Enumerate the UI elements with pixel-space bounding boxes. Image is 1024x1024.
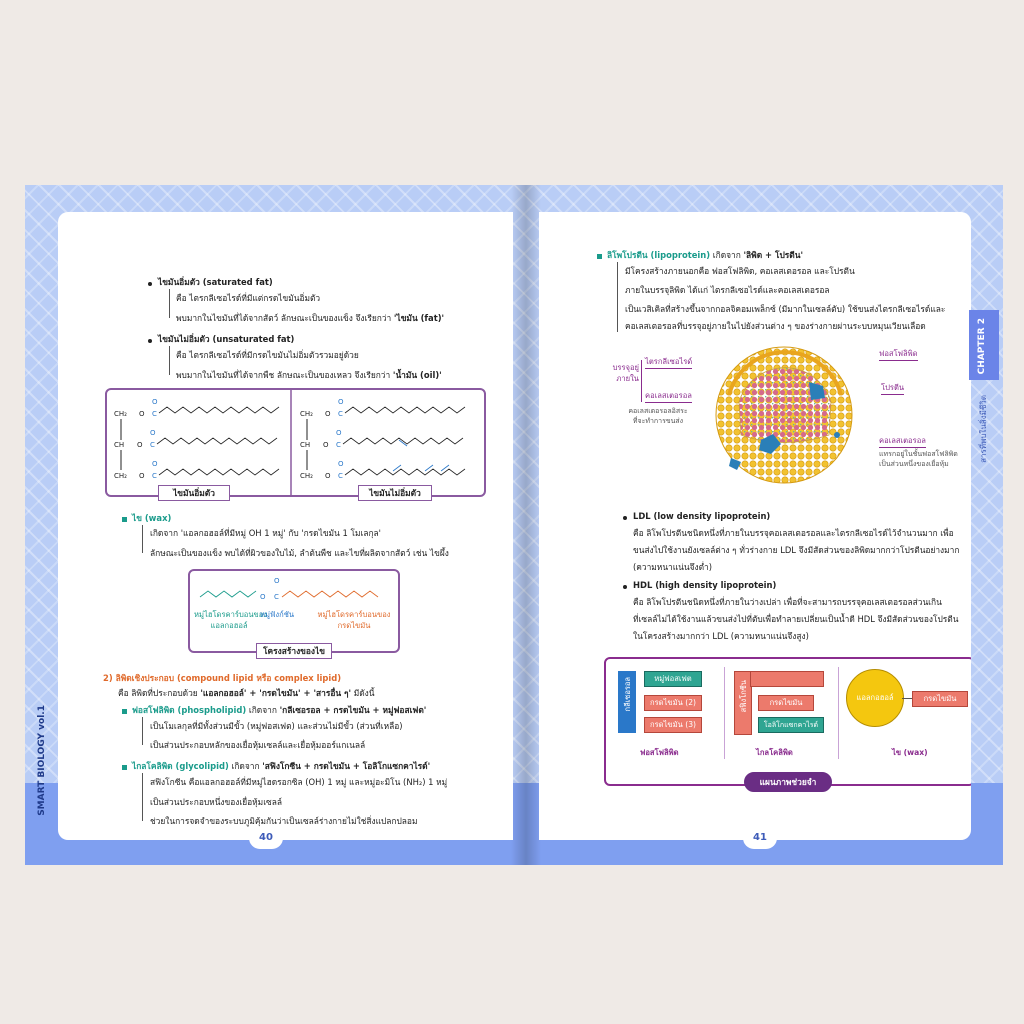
svg-text:O: O bbox=[325, 410, 331, 418]
saturated-caption: ไขมันอิ่มตัว bbox=[158, 485, 230, 501]
tree-line bbox=[142, 773, 143, 821]
oligosaccharide-block: โอลิโกแซกคาไรด์ bbox=[758, 717, 824, 733]
glycolipid-chart-label: ไกลโคลิพิด bbox=[756, 748, 793, 757]
glycolipid-title: ไกลโคลิพิด (glycolipid) เกิดจาก 'สฟิงโกซีน + กรดไขมัน + โอลิโกแซกคาไรด์' bbox=[132, 761, 431, 771]
svg-text:CH: CH bbox=[300, 441, 311, 449]
wax-chart-label: ไข (wax) bbox=[892, 748, 928, 757]
lipoprotein-line2: ภายในบรรจุลิพิด ได้แก่ ไตรกลีเซอไรด์และคอเลสเตอรอล bbox=[625, 285, 830, 295]
tree-line bbox=[169, 346, 170, 375]
ldl-line3: (ความหนาแน่นจึงต่ำ) bbox=[633, 562, 712, 572]
phospholipid-title: ฟอสโฟลิพิด (phospholipid) เกิดจาก 'กลีเซอรอล + กรดไขมัน + หมู่ฟอสเฟต' bbox=[132, 705, 427, 715]
svg-text:C: C bbox=[338, 472, 343, 480]
wax-molecule bbox=[190, 571, 398, 611]
alcohol-circle: แอลกอฮอล์ bbox=[846, 669, 904, 727]
tree-line bbox=[142, 525, 143, 553]
lipoprotein-line3: เป็นเวสิเคิลที่สร้างขึ้นจากกอลจิคอมเพล็กซ์ (มีมากในเซลล์ตับ) ใช้ขนส่งไตรกลีเซอไรด์และ bbox=[625, 304, 946, 314]
hdl-line1: คือ ลิโพโปรตีนชนิดหนึ่งที่ภายในว่างเปล่า เพื่อที่จะสามารถบรรจุคอเลสเตอรอลส่วนเกิน bbox=[633, 597, 942, 607]
svg-text:O: O bbox=[150, 429, 156, 437]
unsaturated-line2: พบมากในไขมันที่ได้จากพืช ลักษณะเป็นของเหลว จึงเรียกว่า 'น้ำมัน (oil)' bbox=[176, 370, 442, 380]
protein-label: โปรตีน bbox=[881, 382, 904, 395]
bullet bbox=[623, 516, 627, 520]
triglyceride-structures bbox=[107, 390, 484, 495]
fatty-acid-2-block: กรดไขมัน (2) bbox=[644, 695, 702, 711]
glycolipid-line2: เป็นส่วนประกอบหนึ่งของเยื่อหุ้มเซลล์ bbox=[150, 797, 283, 807]
tree-line bbox=[169, 289, 170, 318]
ldl-line2: ขนส่งไปใช้งานยังเซลล์ต่าง ๆ ทั่วร่างกาย LDL จึงมีสัดส่วนของลิพิดมากกว่าโปรตีนอย่างมาก bbox=[633, 545, 960, 555]
phospholipid-label: ฟอสโฟลิพิด bbox=[879, 348, 918, 361]
wax-structure-figure bbox=[188, 569, 400, 653]
connector bbox=[902, 698, 912, 699]
teal-bullet bbox=[597, 254, 602, 259]
svg-text:O: O bbox=[260, 593, 266, 601]
svg-text:O: O bbox=[152, 398, 158, 406]
svg-text:C: C bbox=[274, 593, 279, 601]
teal-bullet bbox=[122, 765, 127, 770]
wax-line1: เกิดจาก 'แอลกอฮอล์ที่มีหมู่ OH 1 หมู่' กับ 'กรดไขมัน 1 โมเลกุล' bbox=[150, 528, 381, 538]
compound-intro: คือ ลิพิดที่ประกอบด้วย 'แอลกอฮอล์' + 'กรดไขมัน' + 'สารอื่น ๆ' มีดังนี้ bbox=[118, 688, 375, 698]
sphingosine-block: สฟิงโกซีน bbox=[734, 671, 752, 735]
left-page bbox=[58, 212, 513, 840]
unsaturated-caption: ไขมันไม่อิ่มตัว bbox=[358, 485, 432, 501]
svg-text:O: O bbox=[274, 577, 280, 585]
saturated-line1: คือ ไตรกลีเซอไรด์ที่มีแต่กรดไขมันอิ่มตัว bbox=[176, 293, 321, 303]
wax-caption: โครงสร้างของไข bbox=[256, 643, 332, 659]
bullet bbox=[148, 339, 152, 343]
sphingosine-tail bbox=[750, 671, 824, 687]
divider bbox=[838, 667, 839, 759]
svg-text:CH₂: CH₂ bbox=[114, 472, 127, 480]
svg-text:C: C bbox=[150, 441, 155, 449]
glycolipid-line1: สฟิงโกซีน คือแอลกอฮอล์ที่มีหมู่ไฮดรอกซิล (OH) 1 หมู่ และหมู่อะมิโน (NH₂) 1 หมู่ bbox=[150, 777, 448, 787]
bracket bbox=[641, 360, 642, 402]
teal-bullet bbox=[122, 517, 127, 522]
bullet bbox=[623, 585, 627, 589]
hdl-line3: ในโครงสร้างมากกว่า LDL (ความหนาแน่นจึงสูง) bbox=[633, 631, 809, 641]
glyco-fatty-acid-block: กรดไขมัน bbox=[758, 695, 814, 711]
lipoprotein-title: ลิโพโปรตีน (lipoprotein) เกิดจาก 'ลิพิด + โปรตีน' bbox=[607, 250, 804, 260]
teal-bullet bbox=[122, 709, 127, 714]
ldl-line1: คือ ลิโพโปรตีนชนิดหนึ่งที่ภายในบรรจุคอเลสเตอรอลและไตรกลีเซอไรด์ไว้จำนวนมาก เพื่อ bbox=[633, 528, 954, 538]
fatty-acid-3-block: กรดไขมัน (3) bbox=[644, 717, 702, 733]
phosphate-block: หมู่ฟอสเฟต bbox=[644, 671, 702, 687]
chapter-tab[interactable] bbox=[969, 310, 999, 380]
tree-line bbox=[617, 262, 618, 332]
memory-chart bbox=[604, 657, 971, 786]
page-number-right: 41 bbox=[743, 827, 777, 849]
wax-alcohol-label: หมู่ไฮโดรคาร์บอนของ แอลกอฮอล์ bbox=[194, 610, 268, 630]
page-number-left: 40 bbox=[249, 827, 283, 849]
unsaturated-triglyceride bbox=[300, 398, 465, 480]
unsaturated-title: ไขมันไม่อิ่มตัว (unsaturated fat) bbox=[158, 334, 295, 344]
chapter-tab-label: CHAPTER 2 bbox=[977, 318, 987, 375]
wax-fatty-acid-block: กรดไขมัน bbox=[912, 691, 968, 707]
svg-text:C: C bbox=[338, 410, 343, 418]
wax-acid-label: หมู่ไฮโดรคาร์บอนของ กรดไขมัน bbox=[317, 610, 391, 630]
svg-text:O: O bbox=[338, 398, 344, 406]
ldl-title: LDL (low density lipoprotein) bbox=[633, 511, 771, 521]
cholesterol-inside-label: คอเลสเตอรอล bbox=[645, 390, 692, 403]
diagram-inside-label: บรรจุอยู่ ภายใน bbox=[612, 363, 639, 383]
wax-ester-label: หมู่ฟังก์ชัน bbox=[260, 610, 295, 619]
svg-text:O: O bbox=[325, 472, 331, 480]
svg-text:O: O bbox=[323, 441, 329, 449]
wax-title: ไข (wax) bbox=[132, 513, 172, 523]
svg-text:O: O bbox=[152, 460, 158, 468]
lipoprotein-illustration bbox=[709, 340, 859, 490]
compound-heading: 2) ลิพิดเชิงประกอบ (compound lipid หรือ complex lipid) bbox=[103, 673, 342, 683]
bullet bbox=[148, 282, 152, 286]
lipoprotein-line1: มีโครงสร้างภายนอกคือ ฟอสโฟลิพิด, คอเลสเตอรอล และโปรตีน bbox=[625, 266, 855, 276]
svg-text:O: O bbox=[338, 460, 344, 468]
svg-text:O: O bbox=[137, 441, 143, 449]
saturated-triglyceride bbox=[114, 398, 279, 480]
svg-text:CH₂: CH₂ bbox=[114, 410, 127, 418]
phospholipid-line2: เป็นส่วนประกอบหลักของเยื่อหุ้มเซลล์และเยื่อหุ้มออร์แกเนลล์ bbox=[150, 740, 366, 750]
fat-structure-figure bbox=[105, 388, 486, 497]
book-gutter bbox=[511, 185, 541, 865]
saturated-line2: พบมากในไขมันที่ได้จากสัตว์ ลักษณะเป็นของแข็ง จึงเรียกว่า 'ไขมัน (fat)' bbox=[176, 313, 445, 323]
phospholipid-line1: เป็นโมเลกุลที่มีทั้งส่วนมีขั้ว (หมู่ฟอสเฟต) และส่วนไม่มีขั้ว (ส่วนที่เหลือ) bbox=[150, 721, 403, 731]
memory-chart-caption: แผนภาพช่วยจำ bbox=[744, 772, 832, 792]
hdl-line2: ที่เซลล์ไม่ได้ใช้งานแล้วขนส่งไปที่ตับเพื่อทำลายเปลี่ยนเป็นน้ำดี HDL จึงมีสัดส่วนของโปรตีน bbox=[633, 614, 959, 624]
chapter-subtitle: สารที่พบในสิ่งมีชีวิต bbox=[979, 395, 988, 463]
phospholipid-chart-label: ฟอสโฟลิพิด bbox=[640, 748, 679, 757]
glycolipid-line3: ช่วยในการจดจำของระบบภูมิคุ้มกันว่าเป็นเซลล์ร่างกายไม่ใช่สิ่งแปลกปลอม bbox=[150, 816, 418, 826]
triglyceride-label: ไตรกลีเซอไรด์ bbox=[645, 356, 692, 369]
svg-text:CH: CH bbox=[114, 441, 125, 449]
svg-text:CH₂: CH₂ bbox=[300, 410, 313, 418]
lipoprotein-line4: คอเลสเตอรอลที่บรรจุอยู่ภายในไปยังส่วนต่าง ๆ ของร่างกายผ่านระบบหมุนเวียนเลือด bbox=[625, 321, 926, 331]
glycerol-block: กลีเซอรอล bbox=[618, 671, 636, 733]
unsaturated-line1: คือ ไตรกลีเซอไรด์ที่มีกรดไขมันไม่อิ่มตัวรวมอยู่ด้วย bbox=[176, 350, 359, 360]
free-cholesterol-note: คอเลสเตอรอลอิสระ ที่จะทำการขนส่ง bbox=[628, 407, 688, 425]
cholesterol-outside-label: คอเลสเตอรอล bbox=[879, 435, 926, 448]
saturated-title: ไขมันอิ่มตัว (saturated fat) bbox=[158, 277, 273, 287]
svg-text:O: O bbox=[139, 410, 145, 418]
cholesterol-note: แทรกอยู่ในชั้นฟอสโฟลิพิด เป็นส่วนหนึ่งของเยื่อหุ้ม bbox=[879, 450, 958, 468]
right-page bbox=[539, 212, 971, 840]
svg-text:O: O bbox=[336, 429, 342, 437]
tree-line bbox=[142, 717, 143, 745]
svg-text:C: C bbox=[336, 441, 341, 449]
divider bbox=[724, 667, 725, 759]
book-background bbox=[25, 185, 1003, 865]
wax-line2: ลักษณะเป็นของแข็ง พบได้ที่ผิวของใบไม้, ลำต้นพืช และไขที่ผลิตจากสัตว์ เช่น ไขผึ้ง bbox=[150, 548, 449, 558]
hdl-title: HDL (high density lipoprotein) bbox=[633, 580, 777, 590]
svg-text:C: C bbox=[152, 410, 157, 418]
svg-text:C: C bbox=[152, 472, 157, 480]
svg-text:O: O bbox=[139, 472, 145, 480]
spine-text: SMART BIOLOGY vol.1 bbox=[37, 705, 47, 816]
svg-text:CH₂: CH₂ bbox=[300, 472, 313, 480]
